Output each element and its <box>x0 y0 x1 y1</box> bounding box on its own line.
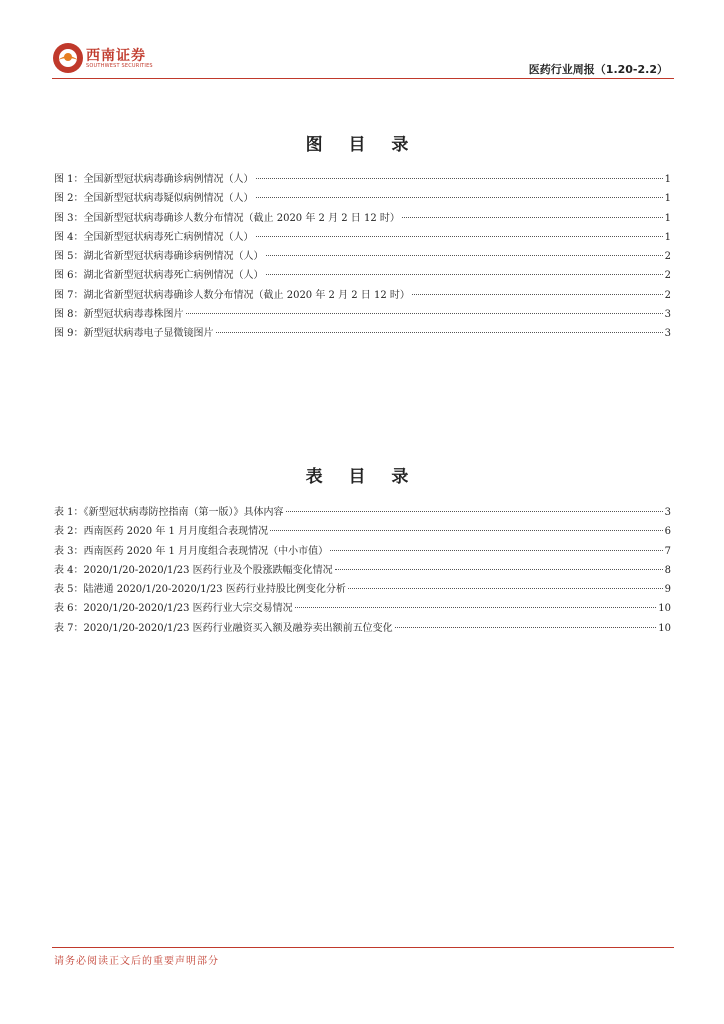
toc-entry-page: 3 <box>664 507 671 518</box>
toc-entry-label: 图 1：全国新型冠状病毒确诊病例情况（人） <box>54 174 254 185</box>
toc-dot-leader <box>256 197 663 198</box>
toc-entry-page: 6 <box>664 526 671 538</box>
toc-entry-page: 9 <box>664 584 671 596</box>
logo-chinese-name: 西南证券 <box>86 48 146 64</box>
toc-dot-leader <box>256 178 663 179</box>
toc-entry-page: 8 <box>664 564 671 576</box>
toc-dot-leader <box>216 332 663 333</box>
logo-mark-icon <box>52 42 84 74</box>
toc-entry[interactable] <box>54 619 671 638</box>
header-divider <box>52 78 674 79</box>
toc-dot-leader <box>330 550 663 551</box>
toc-entry[interactable] <box>54 599 671 618</box>
figures-toc-heading: 图 目 录 <box>305 135 419 155</box>
toc-entry-label: 图 3：全国新型冠状病毒确诊人数分布情况（截止 2020 年 2 月 2 日 12 时） <box>54 212 400 224</box>
toc-entry-page: 3 <box>664 309 671 321</box>
logo-english-name: SOUTHWEST SECURITIES <box>86 63 153 69</box>
toc-entry-page: 1 <box>664 231 671 243</box>
figures-toc-list <box>54 170 671 344</box>
toc-entry[interactable] <box>54 503 671 522</box>
toc-entry-label: 表 6：2020/1/20-2020/1/23 医药行业大宗交易情况 <box>54 603 293 615</box>
toc-entry[interactable] <box>54 170 671 189</box>
toc-dot-leader <box>286 511 663 512</box>
toc-entry-page: 2 <box>664 251 671 263</box>
toc-entry-label: 图 7：湖北省新型冠状病毒确诊人数分布情况（截止 2020 年 2 月 2 日 12 时） <box>54 289 410 301</box>
toc-dot-leader <box>348 588 663 589</box>
toc-entry[interactable] <box>54 542 671 561</box>
toc-entry-page: 2 <box>664 289 671 301</box>
toc-entry-label: 图 9：新型冠状病毒电子显微镜图片 <box>54 328 214 340</box>
company-logo <box>52 42 162 74</box>
disclaimer-note: 请务必阅读正文后的重要声明部分 <box>54 956 219 967</box>
toc-entry-label: 表 4：2020/1/20-2020/1/23 医药行业及个股涨跌幅变化情况 <box>54 564 333 576</box>
toc-entry-label: 图 6：湖北省新型冠状病毒死亡病例情况（人） <box>54 270 264 282</box>
toc-dot-leader <box>295 607 657 608</box>
toc-dot-leader <box>402 217 663 218</box>
toc-entry[interactable] <box>54 522 671 541</box>
toc-entry-page: 2 <box>664 270 671 282</box>
toc-entry-label: 图 4：全国新型冠状病毒死亡病例情况（人） <box>54 231 254 243</box>
toc-entry[interactable] <box>54 580 671 599</box>
toc-entry-label: 图 5：湖北省新型冠状病毒确诊病例情况（人） <box>54 251 264 263</box>
toc-entry-page: 3 <box>664 328 671 340</box>
toc-entry[interactable] <box>54 286 671 305</box>
toc-entry-page: 10 <box>658 603 671 615</box>
toc-entry-page: 7 <box>664 545 671 557</box>
report-title: 医药行业周报（1.20-2.2） <box>528 63 668 76</box>
footer-divider <box>52 947 674 948</box>
toc-dot-leader <box>395 627 657 628</box>
toc-entry-label: 表 2：西南医药 2020 年 1 月月度组合表现情况 <box>54 526 269 538</box>
toc-entry[interactable] <box>54 305 671 324</box>
toc-entry-label: 表 3：西南医药 2020 年 1 月月度组合表现情况（中小市值） <box>54 545 329 557</box>
toc-entry[interactable] <box>54 209 671 228</box>
toc-dot-leader <box>412 294 663 295</box>
toc-entry-label: 表 7：2020/1/20-2020/1/23 医药行业融资买入额及融券卖出额前五位变化 <box>54 622 393 634</box>
toc-entry[interactable] <box>54 324 671 343</box>
toc-dot-leader <box>266 255 663 256</box>
toc-entry[interactable] <box>54 266 671 285</box>
toc-entry-page: 1 <box>664 193 671 205</box>
toc-entry-label: 表 1：《新型冠状病毒防控指南（第一版）》具体内容 <box>54 507 284 518</box>
toc-entry-label: 图 2：全国新型冠状病毒疑似病例情况（人） <box>54 193 254 205</box>
toc-entry-page: 1 <box>664 212 671 224</box>
toc-entry[interactable] <box>54 189 671 208</box>
tables-toc-list <box>54 503 671 638</box>
toc-entry-page: 10 <box>658 622 671 634</box>
toc-entry[interactable] <box>54 247 671 266</box>
toc-dot-leader <box>266 274 663 275</box>
toc-dot-leader <box>256 236 663 237</box>
toc-dot-leader <box>270 530 663 531</box>
toc-entry-label: 表 5：陆港通 2020/1/20-2020/1/23 医药行业持股比例变化分析 <box>54 584 346 596</box>
page-header <box>0 0 724 82</box>
toc-entry-page: 1 <box>664 174 671 185</box>
toc-entry[interactable] <box>54 228 671 247</box>
tables-toc-heading: 表 目 录 <box>305 467 419 487</box>
toc-entry-label: 图 8：新型冠状病毒毒株图片 <box>54 309 184 321</box>
toc-dot-leader <box>335 569 663 570</box>
toc-dot-leader <box>186 313 663 314</box>
toc-entry[interactable] <box>54 561 671 580</box>
